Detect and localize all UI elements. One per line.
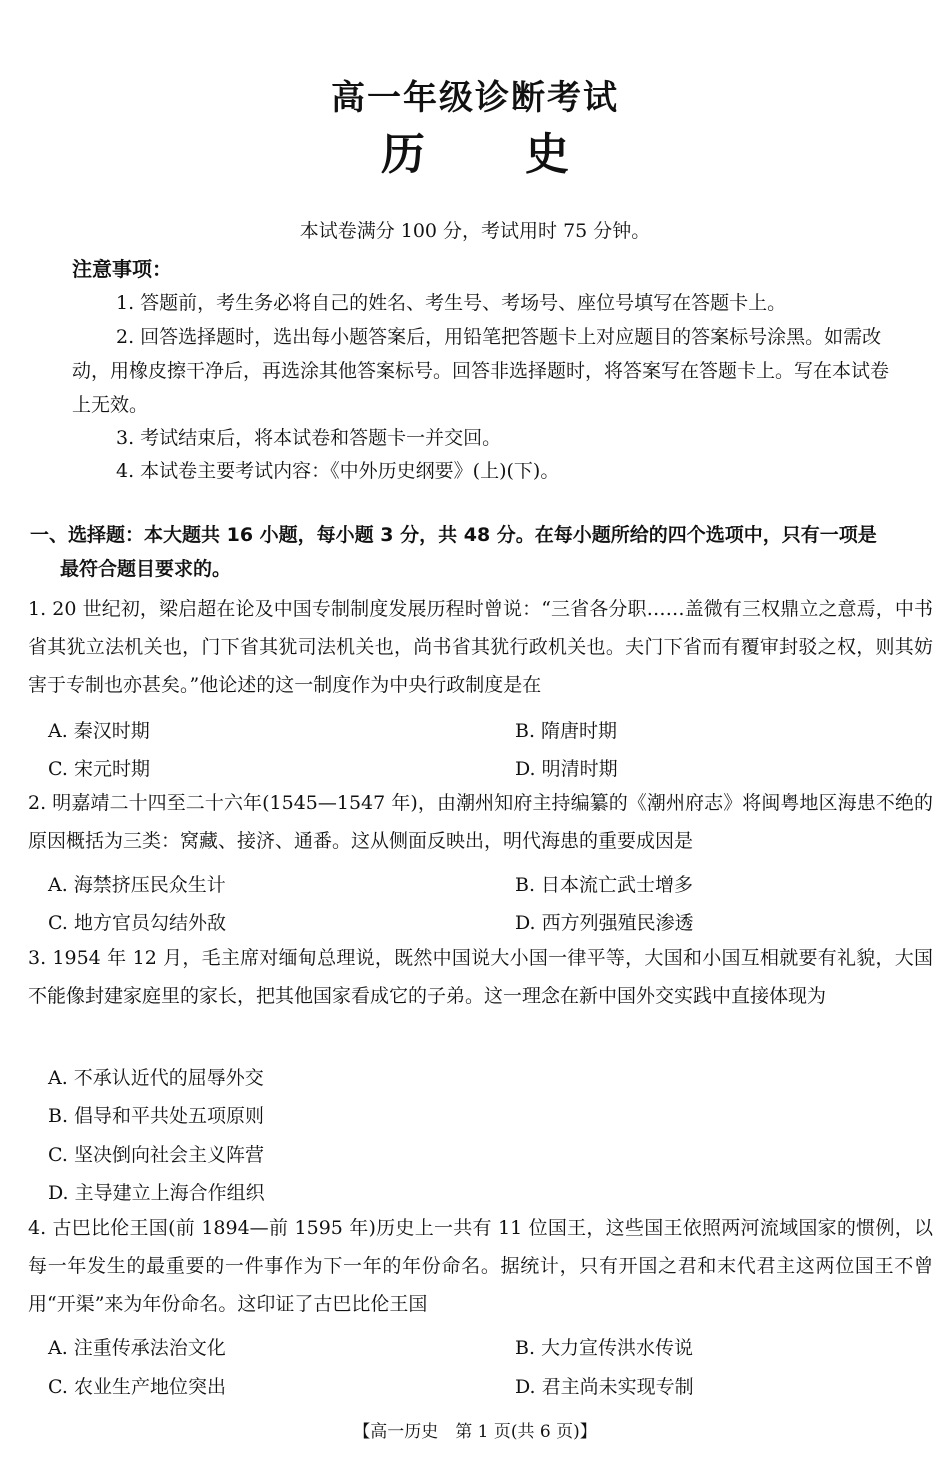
option: A. 海禁挤压民众生计: [48, 874, 226, 896]
option: D. 君主尚未实现专制: [515, 1376, 694, 1398]
notice-item: 4. 本试卷主要考试内容：《中外历史纲要》(上)(下)。: [116, 460, 560, 482]
option: C. 农业生产地位突出: [48, 1376, 226, 1398]
subject-title: [0, 118, 950, 182]
exam-title: 高一年级诊断考试: [331, 78, 619, 118]
option: D. 主导建立上海合作组织: [48, 1182, 265, 1204]
notice-heading: 注意事项：: [72, 257, 172, 281]
notice-item: 3. 考试结束后，将本试卷和答题卡一并交回。: [116, 427, 502, 449]
question-stem: 1. 20 世纪初，梁启超在论及中国专制制度发展历程时曾说：“三省各分职……盖微有三权鼎立之意焉，中书省其犹立法机关也，门下省其犹司法机关也，尚书省其犹行政机关也。夫门下省而有覆审封驳之权，则其妨害于专制也亦甚矣。”他论述的这一制度作为中央行政制度是在: [28, 598, 933, 696]
section-heading-line2: 最符合题目要求的。: [60, 558, 232, 580]
page-footer: 【高一历史 第 1 页(共 6 页)】: [353, 1422, 597, 1442]
section-heading-line1: 一、选择题：本大题共 16 小题，每小题 3 分，共 48 分。在每小题所给的四个选项中，只有一项是: [30, 524, 877, 546]
option: C. 地方官员勾结外敌: [48, 912, 226, 934]
option: C. 宋元时期: [48, 758, 150, 780]
section-heading: [30, 518, 930, 586]
option: B. 倡导和平共处五项原则: [48, 1105, 265, 1127]
question-stem: 3. 1954 年 12 月，毛主席对缅甸总理说，既然中国说大小国一律平等，大国和小国互相就要有礼貌，大国不能像封建家庭里的家长，把其他国家看成它的子弟。这一理念在新中国外交实践中直接体现为: [28, 947, 933, 1007]
question-stem: 2. 明嘉靖二十四至二十六年(1545—1547 年)，由潮州知府主持编纂的《潮州府志》将闽粤地区海患不绝的原因概括为三类：窝藏、接济、通番。这从侧面反映出，明代海患的重要成因是: [28, 792, 933, 852]
option: D. 西方列强殖民渗透: [515, 912, 694, 934]
notice-item: 2. 回答选择题时，选出每小题答案后，用铅笔把答题卡上对应题目的答案标号涂黑。如需改动，用橡皮擦干净后，再选涂其他答案标号。回答非选择题时，将答案写在答题卡上。写在本试卷上无效。: [72, 326, 890, 416]
option: B. 大力宣传洪水传说: [515, 1337, 694, 1359]
question-stem: 4. 古巴比伦王国(前 1894—前 1595 年)历史上一共有 11 位国王，这些国王依照两河流域国家的惯例，以每一年发生的最重要的一件事作为下一年的年份命名。据统计，只有开国之君和末代君主这两位国王不曾用“开渠”来为年份命名。这印证了古巴比伦王国: [28, 1217, 933, 1315]
option: A. 秦汉时期: [48, 720, 150, 742]
option: B. 隋唐时期: [515, 720, 618, 742]
option: B. 日本流亡武士增多: [515, 874, 694, 896]
option: A. 不承认近代的屈辱外交: [48, 1067, 264, 1089]
exam-intro: 本试卷满分 100 分，考试用时 75 分钟。: [299, 220, 651, 242]
subject-char-1: 历: [381, 129, 425, 180]
subject-char-2: 史: [525, 129, 569, 180]
option: C. 坚决倒向社会主义阵营: [48, 1144, 264, 1166]
notice-item: 1. 答题前，考生务必将自己的姓名、考生号、考场号、座位号填写在答题卡上。: [116, 292, 787, 314]
option: A. 注重传承法治文化: [48, 1337, 226, 1359]
option: D. 明清时期: [515, 758, 618, 780]
